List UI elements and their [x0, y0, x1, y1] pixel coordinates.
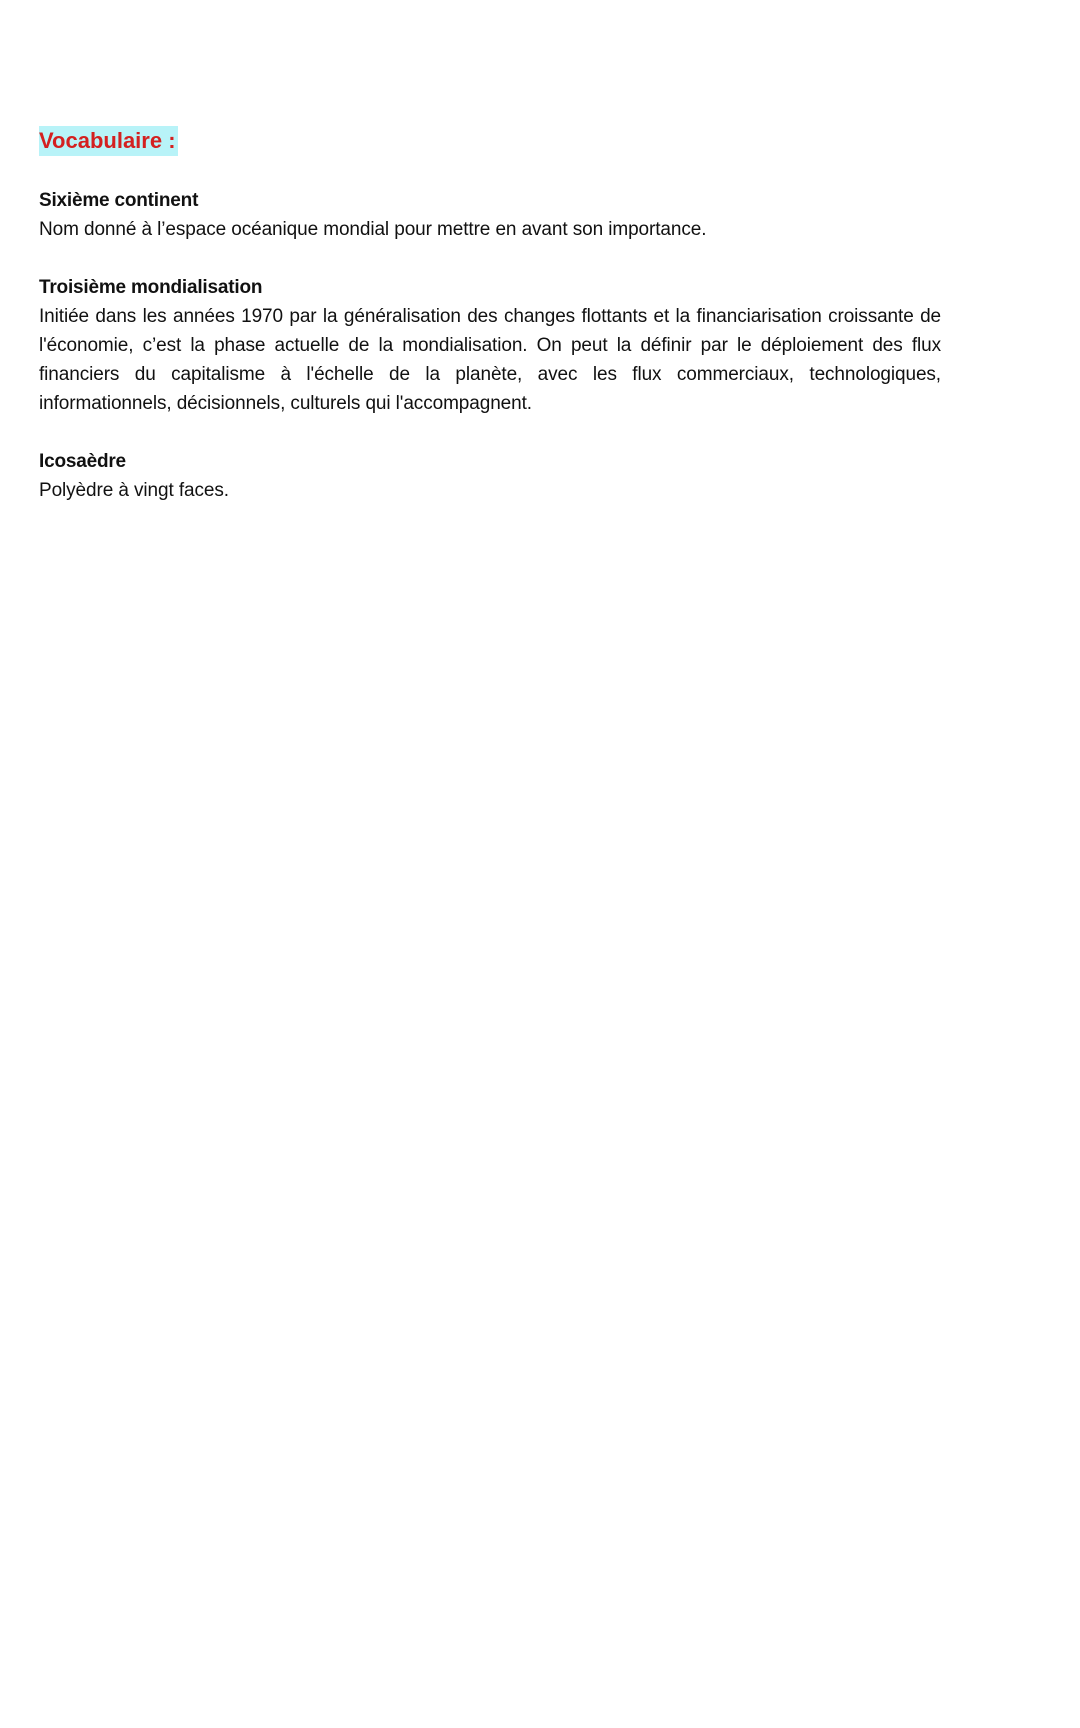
section-title: Vocabulaire : [39, 126, 178, 156]
term-title: Sixième continent [39, 190, 199, 211]
term-definition: Initiée dans les années 1970 par la généralisation des changes flottants et la financiarisation croissante de l'économie, c’est la phase actuelle de la mondialisation. On peut la définir par le déploiement des flux financiers du capitalisme à l'échelle de la planète, avec les flux commerciaux, technologiques, informationnels, décisionnels, culturels qui l'accompagnent. [39, 306, 941, 414]
document-page [39, 126, 941, 505]
term-definition: Nom donné à l’espace océanique mondial pour mettre en avant son importance. [39, 219, 707, 240]
vocabulary-entry [39, 447, 941, 505]
term-title: Icosaèdre [39, 451, 126, 472]
term-definition: Polyèdre à vingt faces. [39, 480, 229, 501]
vocabulary-entry [39, 273, 941, 418]
term-title: Troisième mondialisation [39, 277, 263, 298]
vocabulary-entry [39, 186, 941, 244]
